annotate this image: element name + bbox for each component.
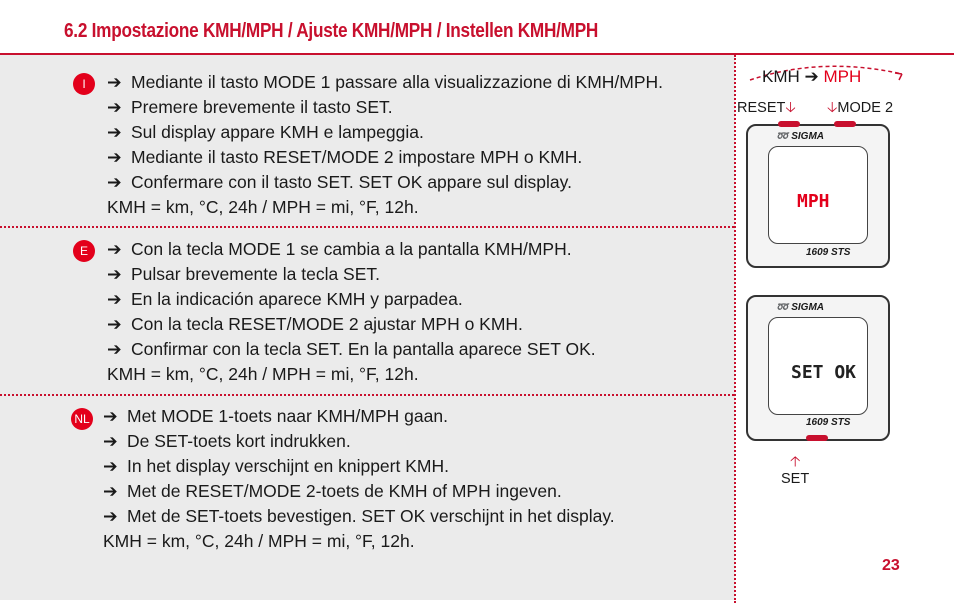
arrow-icon: ➔	[107, 339, 122, 359]
arrow-icon: ➔	[103, 406, 118, 426]
arrow-icon: ➔	[107, 289, 122, 309]
arrow-icon: ➔	[107, 72, 122, 92]
section-dutch	[103, 404, 615, 554]
model-label: 1609 STS	[806, 417, 851, 428]
display-mph: MPH	[797, 191, 830, 212]
step-line: ➔ Mediante il tasto RESET/MODE 2 impostare MPH o KMH.	[107, 145, 663, 170]
step-line: ➔ Con la tecla RESET/MODE 2 ajustar MPH o KMH.	[107, 312, 596, 337]
set-label: SET	[781, 471, 810, 487]
language-badge-nl: NL	[71, 408, 93, 430]
section-divider	[0, 394, 734, 396]
reset-button	[778, 121, 800, 127]
arrow-icon: ➔	[103, 481, 118, 501]
vertical-divider	[734, 55, 736, 603]
down-arrow-icon: 🡣	[785, 100, 796, 116]
step-line: ➔ Confirmar con la tecla SET. En la pantalla aparece SET OK.	[107, 337, 596, 362]
step-line: ➔ Confermare con il tasto SET. SET OK appare sul display.	[107, 170, 663, 195]
bike-computer-device	[746, 295, 890, 441]
reset-label: RESET🡣	[737, 100, 796, 116]
step-line: ➔ Con la tecla MODE 1 se cambia a la pantalla KMH/MPH.	[107, 237, 596, 262]
arrow-icon: ➔	[103, 431, 118, 451]
step-line: ➔ In het display verschijnt en knippert KMH.	[103, 454, 615, 479]
kmh-label: KMH	[762, 67, 800, 86]
brand-logo: ➿ SIGMA	[776, 302, 825, 313]
device-display	[768, 146, 868, 244]
down-arrow-icon: 🡣	[827, 100, 838, 116]
mph-label: MPH	[823, 67, 862, 86]
step-line: ➔ Met MODE 1-toets naar KMH/MPH gaan.	[103, 404, 615, 429]
unit-toggle-label	[762, 67, 861, 87]
bike-computer-device	[746, 124, 890, 268]
mode2-label: 🡣MODE 2	[827, 100, 894, 116]
arrow-icon: ➔	[103, 506, 118, 526]
arrow-icon: ➔	[107, 264, 122, 284]
step-line: ➔ Mediante il tasto MODE 1 passare alla visualizzazione di KMH/MPH.	[107, 70, 663, 95]
step-line: ➔ Pulsar brevemente la tecla SET.	[107, 262, 596, 287]
page-title: 6.2 Impostazione KMH/MPH / Ajuste KMH/MPH / Instellen KMH/MPH	[64, 20, 599, 42]
arrow-icon: ➔	[107, 97, 122, 117]
arrow-icon: ➔	[107, 239, 122, 259]
section-spanish	[107, 237, 596, 387]
arrow-icon: ➔	[103, 456, 118, 476]
arrow-icon: ➔	[107, 172, 122, 192]
step-line: ➔ Premere brevemente il tasto SET.	[107, 95, 663, 120]
arrow-icon: ➔	[107, 122, 122, 142]
brand-logo: ➿ SIGMA	[776, 131, 825, 142]
unit-note: KMH = km, °C, 24h / MPH = mi, °F, 12h.	[103, 531, 415, 551]
language-badge-e: E	[73, 240, 95, 262]
mode2-button	[834, 121, 856, 127]
arrow-icon: ➔	[107, 147, 122, 167]
language-badge-i: I	[73, 73, 95, 95]
unit-note: KMH = km, °C, 24h / MPH = mi, °F, 12h.	[107, 364, 419, 384]
up-arrow-icon: 🡡	[790, 454, 801, 470]
arrow-icon: ➔	[107, 314, 122, 334]
section-italian	[107, 70, 663, 220]
model-label: 1609 STS	[806, 247, 851, 258]
display-set-ok: SET OK	[791, 362, 857, 383]
section-divider	[0, 226, 734, 228]
arrow-icon: ➔	[804, 67, 819, 86]
device-display	[768, 317, 868, 415]
step-line: ➔ Met de RESET/MODE 2-toets de KMH of MPH ingeven.	[103, 479, 615, 504]
step-line: ➔ Met de SET-toets bevestigen. SET OK verschijnt in het display.	[103, 504, 615, 529]
step-line: ➔ De SET-toets kort indrukken.	[103, 429, 615, 454]
set-button	[806, 435, 828, 441]
page-number: 23	[882, 557, 900, 574]
step-line: ➔ En la indicación aparece KMH y parpadea.	[107, 287, 596, 312]
unit-note: KMH = km, °C, 24h / MPH = mi, °F, 12h.	[107, 197, 419, 217]
step-line: ➔ Sul display appare KMH e lampeggia.	[107, 120, 663, 145]
